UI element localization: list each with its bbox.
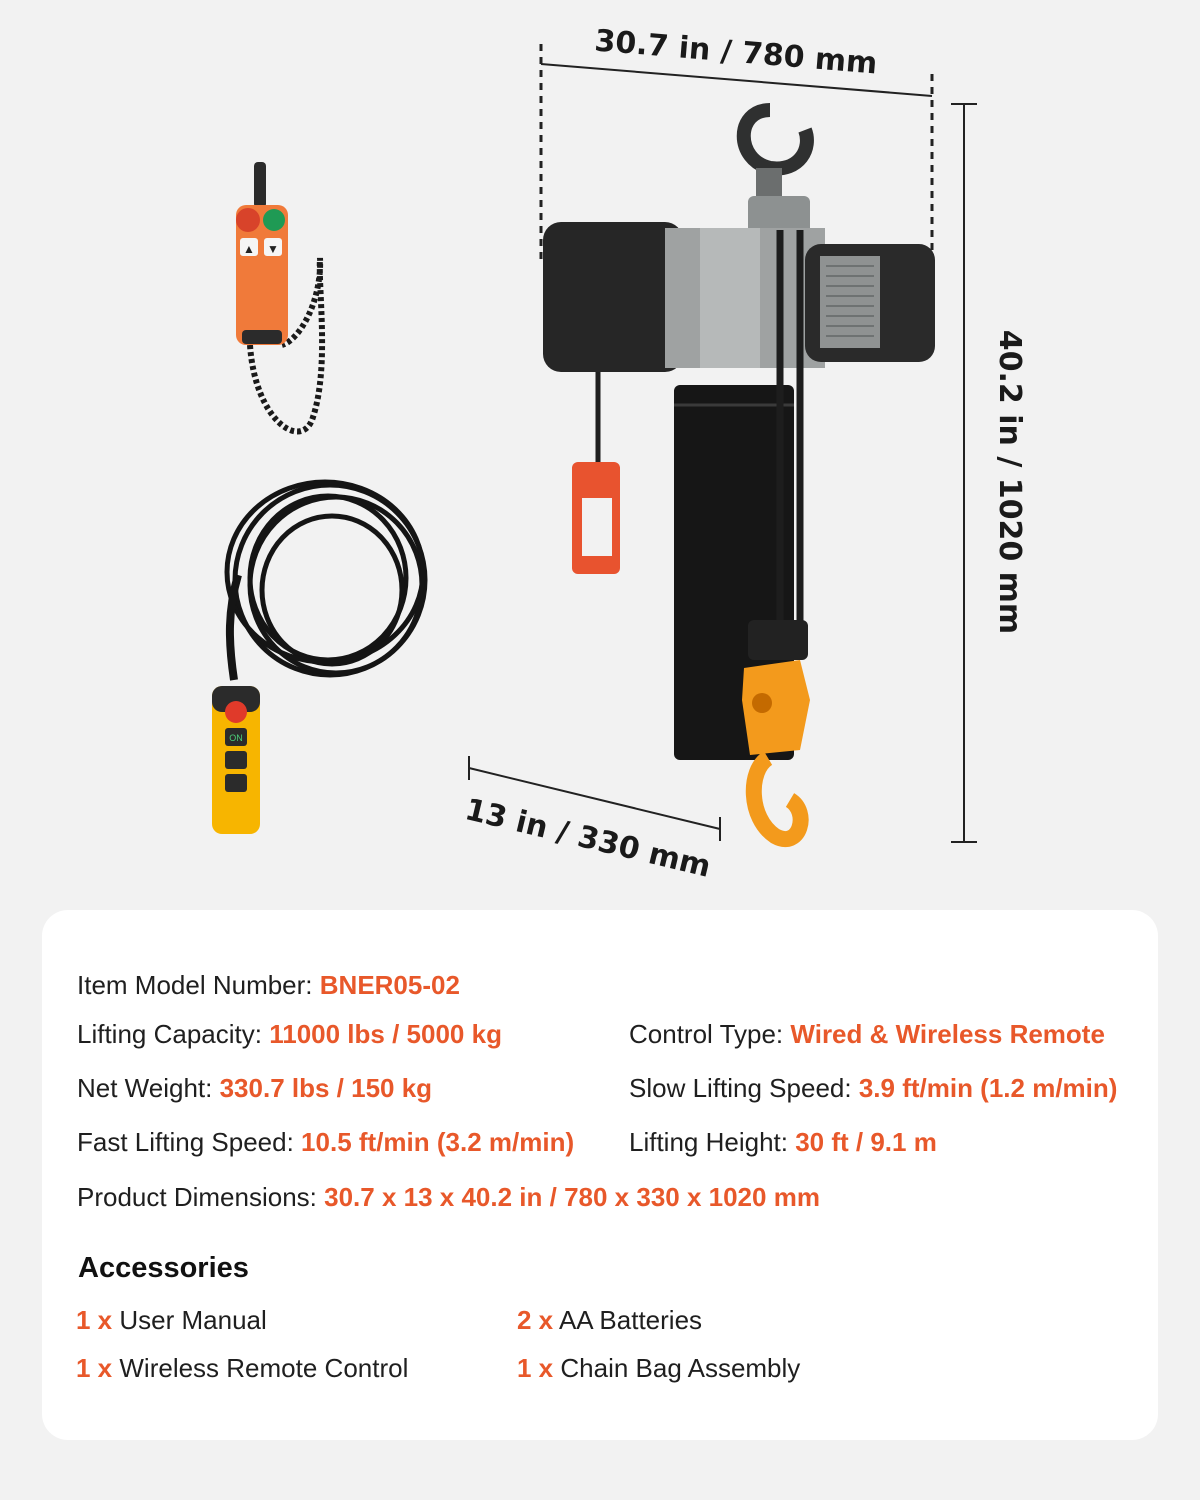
spec-net-weight-value: 330.7 lbs / 150 kg	[219, 1073, 433, 1103]
bottom-hook-block	[742, 660, 810, 755]
spec-lift-height	[629, 1127, 937, 1158]
spec-control-type-value: Wired & Wireless Remote	[790, 1019, 1105, 1049]
spec-product-dimensions-value: 30.7 x 13 x 40.2 in / 780 x 330 x 1020 mm	[324, 1182, 820, 1212]
accessory-name: Wireless Remote Control	[119, 1353, 409, 1383]
accessory-qty: 1 x	[76, 1305, 113, 1335]
remote-start-button	[263, 209, 285, 231]
spec-fast-speed-label: Fast Lifting Speed:	[77, 1127, 294, 1157]
accessory-name: Chain Bag Assembly	[560, 1353, 801, 1383]
spec-capacity-value: 11000 lbs / 5000 kg	[269, 1019, 502, 1049]
remote-up-arrow: ▲	[243, 242, 255, 256]
pendant-up-button	[225, 751, 247, 769]
accessory-qty: 1 x	[517, 1353, 554, 1383]
width-dimension-label: 30.7 in / 780 mm	[593, 23, 879, 82]
height-dimension-label: 40.2 in / 1020 mm	[992, 329, 1027, 635]
spec-slow-speed-value: 3.9 ft/min (1.2 m/min)	[858, 1073, 1118, 1103]
accessory-name: AA Batteries	[558, 1305, 703, 1335]
remote-stop-knob	[236, 208, 260, 232]
spec-model	[77, 970, 460, 1001]
spec-capacity-label: Lifting Capacity:	[77, 1019, 262, 1049]
spec-product-dimensions	[77, 1182, 820, 1213]
accessory-item	[76, 1353, 408, 1384]
accessory-qty: 2 x	[517, 1305, 554, 1335]
electric-chain-hoist	[543, 110, 935, 839]
top-hook	[744, 110, 807, 168]
accessory-item	[76, 1305, 267, 1336]
pendant-down-button	[225, 774, 247, 792]
remote-down-arrow: ▼	[267, 242, 279, 256]
spec-capacity	[77, 1019, 502, 1050]
spec-lift-height-label: Lifting Height:	[629, 1127, 788, 1157]
pendant-estop	[225, 701, 247, 723]
pendant-on-label: ON	[229, 733, 243, 743]
spec-net-weight-label: Net Weight:	[77, 1073, 213, 1103]
hoist-gear-housing	[543, 222, 683, 372]
spec-control-type	[629, 1019, 1105, 1050]
bottom-hook	[754, 758, 801, 839]
wired-pendant	[212, 482, 425, 834]
spec-product-dimensions-label: Product Dimensions:	[77, 1182, 317, 1212]
spec-slow-speed	[629, 1073, 1117, 1104]
pendant-cable-coil	[227, 482, 425, 675]
accessory-item	[517, 1353, 800, 1384]
depth-dimension	[462, 756, 720, 885]
spec-model-value: BNER05-02	[319, 970, 460, 1000]
spec-control-type-label: Control Type:	[629, 1019, 784, 1049]
spec-net-weight	[77, 1073, 432, 1104]
spec-model-label: Item Model Number:	[77, 970, 313, 1000]
remote-antenna	[254, 162, 266, 208]
depth-dimension-label: 13 in / 330 mm	[461, 792, 715, 885]
specifications-card	[42, 910, 1158, 1440]
height-dimension	[951, 104, 1027, 842]
spec-lift-height-value: 30 ft / 9.1 m	[795, 1127, 937, 1157]
spec-slow-speed-label: Slow Lifting Speed:	[629, 1073, 852, 1103]
wireless-remote	[236, 162, 322, 431]
spec-fast-speed-value: 10.5 ft/min (3.2 m/min)	[301, 1127, 575, 1157]
accessory-qty: 1 x	[76, 1353, 113, 1383]
spec-fast-speed	[77, 1127, 574, 1158]
accessory-item	[517, 1305, 702, 1336]
accessories-title: Accessories	[78, 1252, 249, 1284]
accessory-name: User Manual	[119, 1305, 267, 1335]
